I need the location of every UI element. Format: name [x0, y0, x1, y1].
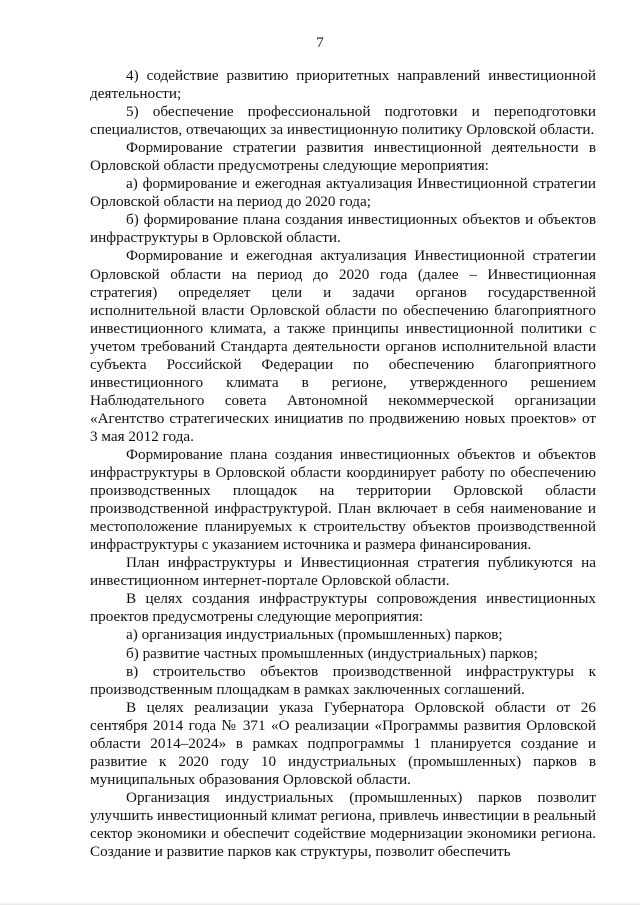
list-item: 5) обеспечение профессиональной подготовки и переподготовки специалистов, отвечающих за инвестиционную политику Орловской области. — [90, 103, 596, 139]
paragraph: Формирование плана создания инвестиционных объектов и объектов инфраструктуры в Орловской области координирует работу по обеспечению производственных площадок на территории Орловской области производственной инфраструктурой. План включает в себя наименование и местоположение планируемых к строительству объектов производственной инфраструктуры с указанием источника и размера финансирования. — [90, 445, 596, 554]
list-item: б) развитие частных промышленных (индустриальных) парков; — [126, 644, 538, 662]
paragraph: В целях создания инфраструктуры сопровождения инвестиционных проектов предусмотрены следующие мероприятия: — [90, 590, 596, 626]
paragraph: Формирование и ежегодная актуализация Инвестиционной стратегии Орловской области на период до 2020 года (далее – Инвестиционная стратегия) определяет цели и задачи органов государственной исполнительной власти Орловской области по обеспечению благоприятного инвестиционного климата, а также принципы инвестиционной политики с учетом требований Стандарта деятельности органов исполнительной власти субъекта Российской Федерации по обеспечению благоприятного инвестиционного климата в регионе, утвержденного решением Наблюдательного совета Автономной некоммерческой организации «Агентство стратегических инициатив по продвижению новых проектов» от 3 мая 2012 года. — [90, 247, 596, 445]
list-item: б) формирование плана создания инвестиционных объектов и объектов инфраструктуры в Орловской области. — [90, 211, 596, 247]
list-item: а) организация индустриальных (промышленных) парков; — [126, 626, 503, 644]
list-item: в) строительство объектов производственной инфраструктуры к производственным площадкам в рамках заключенных соглашений. — [90, 662, 596, 698]
page-number: 7 — [316, 35, 324, 51]
document-body — [90, 67, 596, 861]
paragraph: Формирование стратегии развития инвестиционной деятельности в Орловской области предусмотрены следующие мероприятия: — [90, 139, 596, 175]
paragraph: В целях реализации указа Губернатора Орловской области от 26 сентября 2014 года № 371 «О реализации «Программы развития Орловской области 2014–2024» в рамках подпрограммы 1 планируется создание и развитие к 2020 году 10 индустриальных (промышленных) парков в муниципальных образования Орловской области. — [90, 698, 596, 788]
paragraph: План инфраструктуры и Инвестиционная стратегия публикуются на инвестиционном интернет-портале Орловской области. — [90, 554, 596, 590]
list-item: 4) содействие развитию приоритетных направлений инвестиционной деятельности; — [90, 67, 596, 103]
paragraph: Организация индустриальных (промышленных) парков позволит улучшить инвестиционный климат региона, привлечь инвестиции в реальный сектор экономики и обеспечит содействие модернизации экономики региона. Создание и развитие парков как структуры, позволит обеспечить — [90, 788, 596, 861]
list-item: а) формирование и ежегодная актуализация Инвестиционной стратегии Орловской области на период до 2020 года; — [90, 175, 596, 211]
